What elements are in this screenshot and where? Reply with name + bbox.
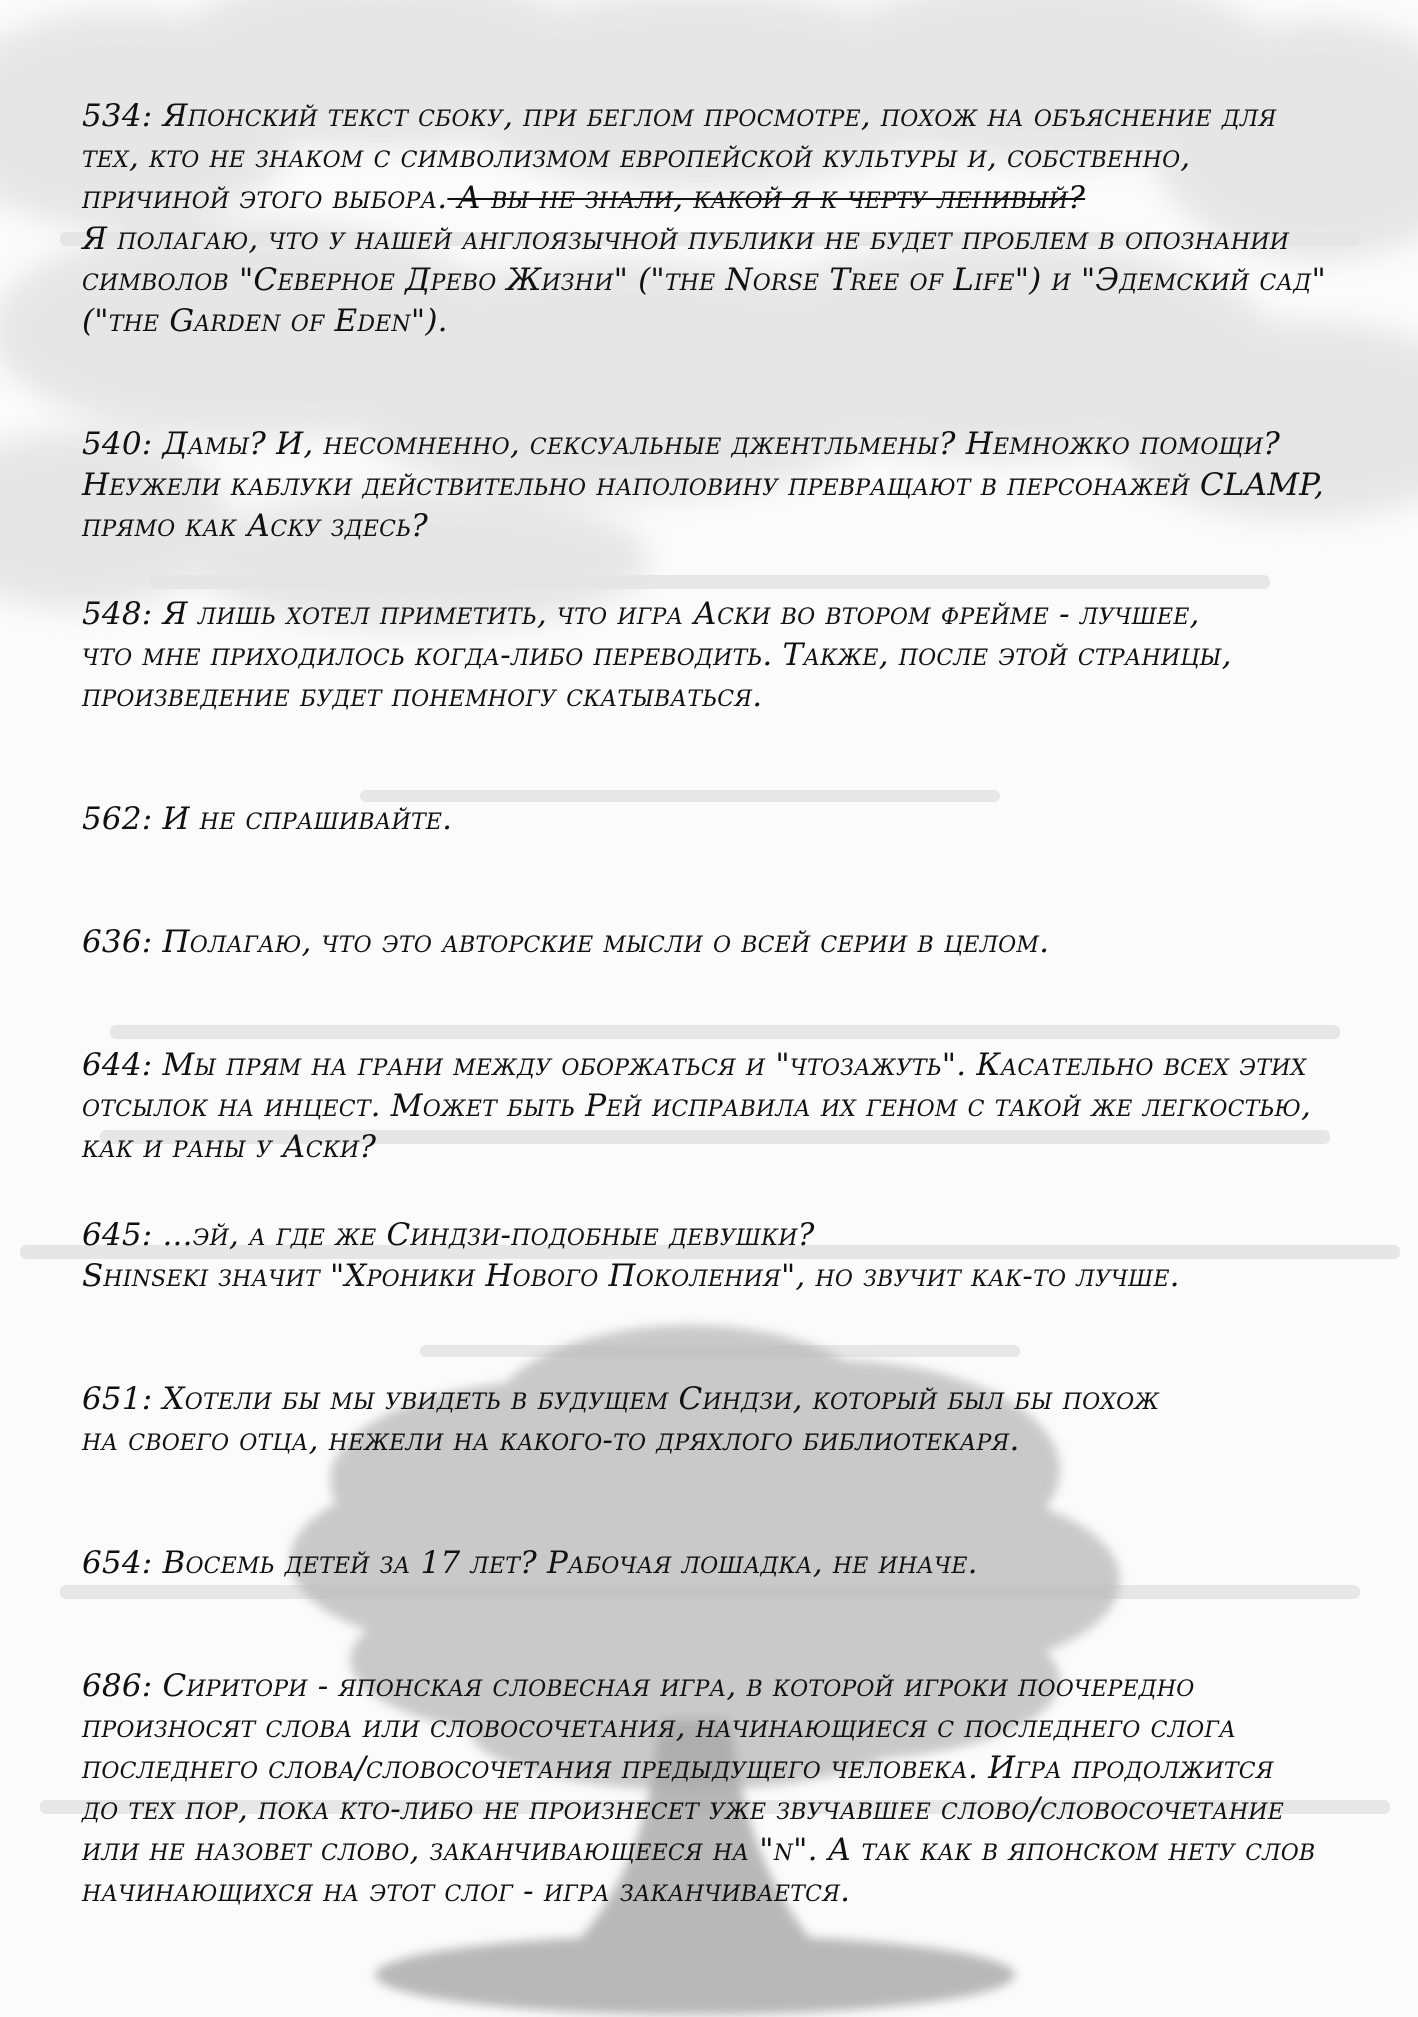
- note-line: начинающихся на этот слог - игра заканчивается.: [82, 1873, 851, 1909]
- note-line: 534: Японский текст сбоку, при беглом просмотре, похож на объяснение для: [82, 98, 1277, 134]
- note-651: [82, 1379, 1352, 1461]
- note-line: на своего отца, нежели на какого-то дряхлого библиотекаря.: [82, 1422, 1020, 1458]
- note-line: 654: Восемь детей за 17 лет? Рабочая лошадка, не иначе.: [82, 1545, 978, 1581]
- note-line: 636: Полагаю, что это авторские мысли о всей серии в целом.: [82, 924, 1050, 960]
- note-548: [82, 594, 1352, 717]
- note-562: [82, 799, 1352, 840]
- note-line: отсылок на инцест. Может быть Рей исправила их геном с такой же легкостью,: [82, 1088, 1312, 1124]
- note-line: Shinseki значит "Хроники Нового Поколения", но звучит как-то лучше.: [82, 1258, 1180, 1294]
- note-line: прямо как Аску здесь?: [82, 508, 428, 544]
- struck-text: А вы не знали, какой я к черту ленивый?: [447, 180, 1086, 216]
- note-line: до тех пор, пока кто-либо не произнесет уже звучавшее слово/словосочетание: [82, 1791, 1285, 1827]
- note-line: или не назовет слово, заканчивающееся на "n". А так как в японском нету слов: [82, 1832, 1316, 1868]
- note-line: 644: Мы прям на грани между оборжаться и "чтозажуть". Касательно всех этих: [82, 1047, 1307, 1083]
- note-line: как и раны у Аски?: [82, 1129, 377, 1165]
- note-540: [82, 424, 1352, 547]
- note-line: произносят слова или словосочетания, начинающиеся с последнего слога: [82, 1709, 1237, 1745]
- note-line: последнего слова/словосочетания предыдущего человека. Игра продолжится: [82, 1750, 1274, 1786]
- note-line: Неужели каблуки действительно наполовину превращают в персонажей CLAMP,: [82, 467, 1324, 503]
- note-534: [82, 96, 1352, 342]
- note-line: произведение будет понемногу скатываться.: [82, 678, 763, 714]
- note-line: 562: И не спрашивайте.: [82, 801, 453, 837]
- note-line: 651: Хотели бы мы увидеть в будущем Синдзи, который был бы похож: [82, 1381, 1160, 1417]
- note-text: причиной этого выбора.: [82, 180, 448, 216]
- note-line: 540: Дамы? И, несомненно, сексуальные джентльмены? Немножко помощи?: [82, 426, 1281, 462]
- note-line: ("the Garden of Eden").: [82, 303, 448, 339]
- note-686: [82, 1666, 1352, 1912]
- note-line: Я полагаю, что у нашей англоязычной публики не будет проблем в опознании: [82, 221, 1290, 257]
- note-644: [82, 1045, 1352, 1168]
- note-654: [82, 1543, 1352, 1584]
- note-line: 548: Я лишь хотел приметить, что игра Аски во втором фрейме - лучшее,: [82, 596, 1200, 632]
- note-636: [82, 922, 1352, 963]
- note-line: что мне приходилось когда-либо переводить. Также, после этой страницы,: [82, 637, 1232, 673]
- note-645: [82, 1215, 1352, 1297]
- note-line: 686: Сиритори - японская словесная игра, в которой игроки поочередно: [82, 1668, 1195, 1704]
- note-line: символов "Северное Древо Жизни" ("the Norse Tree of Life") и "Эдемский сад": [82, 262, 1326, 298]
- note-line: тех, кто не знаком с символизмом европейской культуры и, собственно,: [82, 139, 1191, 175]
- translation-notes: [82, 96, 1352, 1912]
- note-line: [82, 178, 1352, 219]
- note-line: 645: ...эй, а где же Синдзи-подобные девушки?: [82, 1217, 815, 1253]
